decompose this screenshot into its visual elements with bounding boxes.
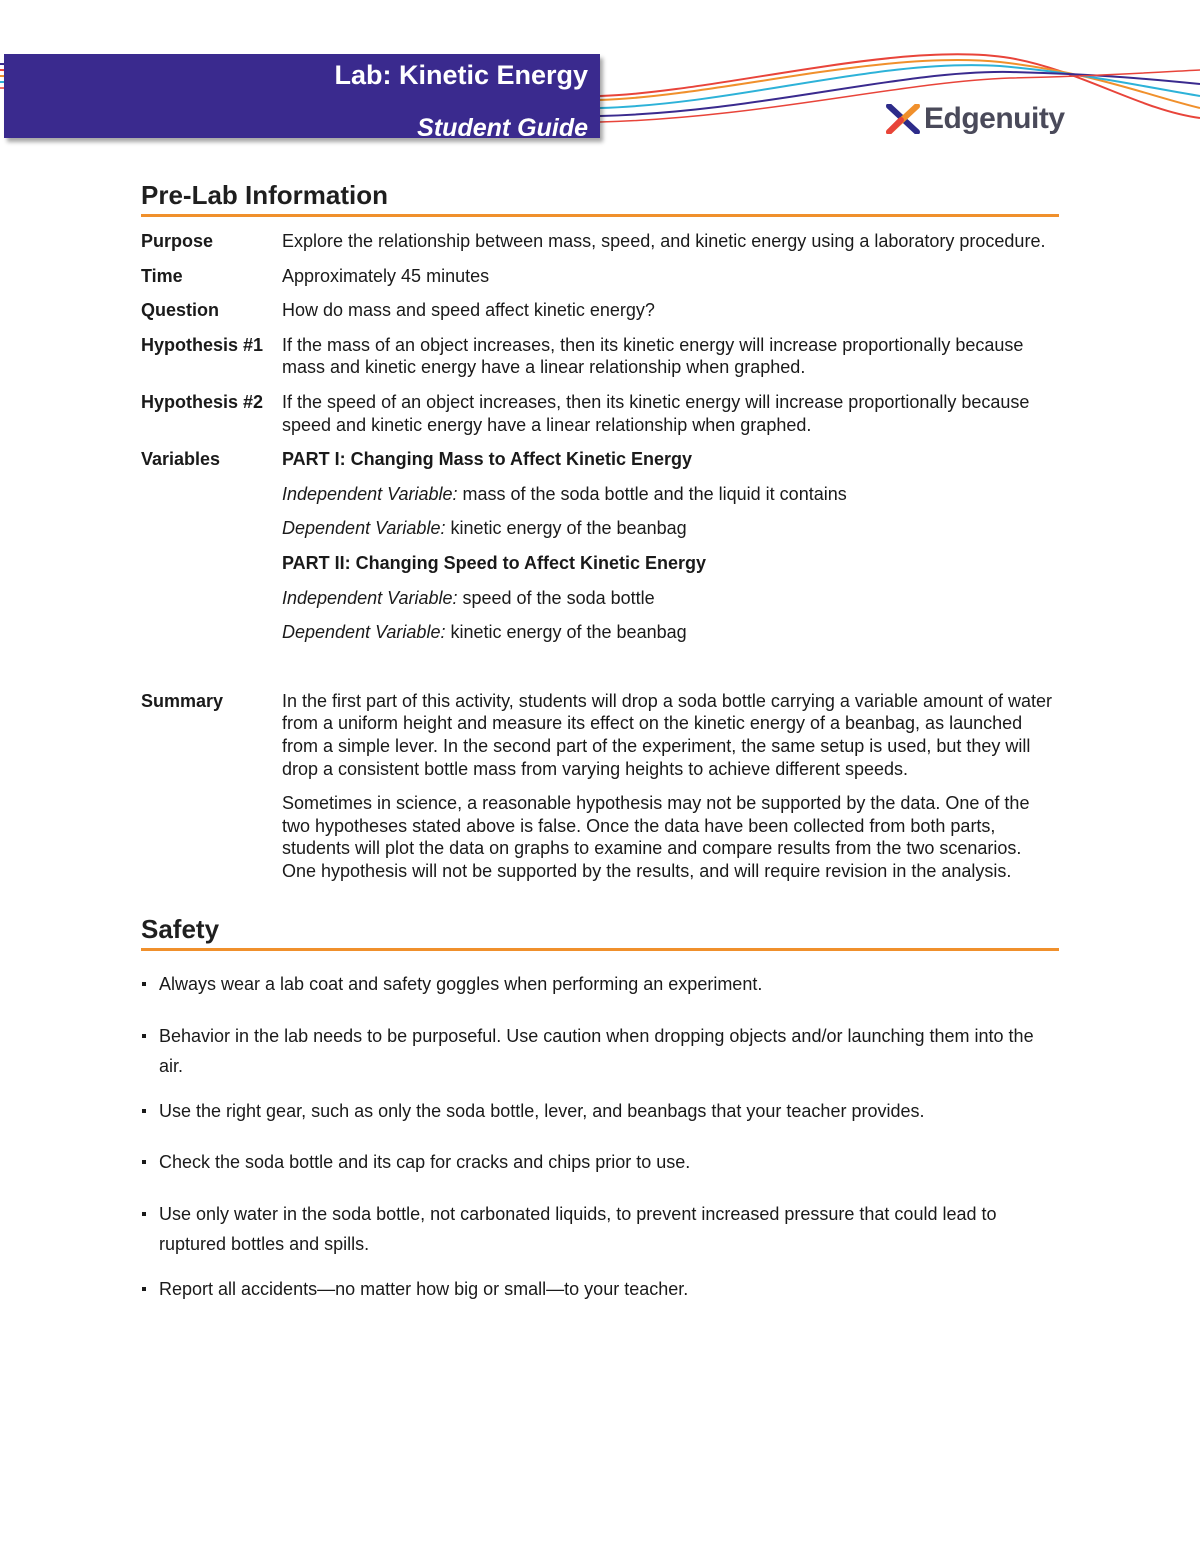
summary-paragraph-1: In the first part of this activity, students will drop a soda bottle carrying a variable amount of water from a uniform height and measure its effect on the kinetic energy of a beanbag, as launched from a simple lever. In the second part of the experiment, the same setup is used, but they will drop a consistent bottle mass from varying heights to achieve different speeds. [282, 690, 1053, 779]
time-row [141, 265, 1059, 288]
question-text: How do mass and speed affect kinetic energy? [282, 300, 655, 321]
independent-variable-label: Independent Variable: [282, 587, 458, 608]
summary-label: Summary [141, 690, 224, 711]
part2-independent [282, 587, 1059, 610]
summary-row [141, 690, 1059, 883]
part1-dependent [282, 517, 1059, 540]
hypothesis1-label: Hypothesis #1 [141, 334, 264, 355]
dependent-variable-label: Dependent Variable: [282, 622, 446, 643]
prelab-info-table [141, 230, 1059, 882]
brand-name: Edgenuity [924, 102, 1065, 135]
purpose-label: Purpose [141, 231, 214, 251]
part1-independent [282, 483, 1059, 506]
safety-heading: Safety [141, 914, 1059, 951]
list-item: Behavior in the lab needs to be purposeful. Use caution when dropping objects and/or launching them into the air. [141, 1021, 1059, 1081]
spacer [141, 656, 1059, 690]
time-label: Time [141, 265, 183, 286]
list-item: Report all accidents—no matter how big or small—to your teacher. [141, 1274, 1059, 1304]
dependent-variable-text: kinetic energy of the beanbag [445, 622, 687, 643]
list-item: Use the right gear, such as only the soda bottle, lever, and beanbags that your teacher provides. [141, 1096, 1059, 1126]
independent-variable-label: Independent Variable: [282, 483, 458, 504]
document-title: Lab: Kinetic Energy [334, 60, 588, 90]
hypothesis2-row [141, 391, 1059, 436]
page-header [0, 0, 1200, 160]
purpose-text: Explore the relationship between mass, speed, and kinetic energy using a laboratory procedure. [282, 231, 1046, 251]
title-banner [4, 54, 600, 142]
document-subtitle: Student Guide [417, 114, 588, 142]
safety-section [141, 914, 1059, 1304]
list-item: Use only water in the soda bottle, not carbonated liquids, to prevent increased pressure that could lead to ruptured bottles and spills. [141, 1199, 1059, 1259]
variables-row [141, 448, 1059, 644]
list-item: Check the soda bottle and its cap for cracks and chips prior to use. [141, 1147, 1059, 1177]
purpose-row [141, 230, 1059, 253]
summary-content [282, 690, 1059, 883]
hypothesis2-text: If the speed of an object increases, then its kinetic energy will increase proportionally because speed and kinetic energy have a linear relationship when graphed. [282, 391, 1030, 435]
hypothesis1-text: If the mass of an object increases, then its kinetic energy will increase proportionally because mass and kinetic energy have a linear relationship when graphed. [282, 334, 1024, 378]
safety-list [141, 969, 1059, 1304]
part1-title: PART I: Changing Mass to Affect Kinetic Energy [282, 449, 693, 470]
prelab-heading: Pre-Lab Information [141, 180, 1059, 217]
question-label: Question [141, 300, 220, 321]
main-content [141, 180, 1059, 1304]
hypothesis2-label: Hypothesis #2 [141, 391, 264, 412]
dependent-variable-label: Dependent Variable: [282, 518, 446, 539]
variables-label: Variables [141, 449, 221, 470]
part2-dependent [282, 621, 1059, 644]
part2-title: PART II: Changing Speed to Affect Kinetic Energy [282, 552, 707, 573]
independent-variable-text: speed of the soda bottle [457, 587, 655, 608]
summary-paragraph-2: Sometimes in science, a reasonable hypothesis may not be supported by the data. One of the two hypotheses stated above is false. Once the data have been collected from both parts, students will plot the data on graphs to examine and compare results from the two scenarios. One hypothesis will not be supported by the results, and will require revision in the analysis. [282, 793, 1030, 881]
dependent-variable-text: kinetic energy of the beanbag [445, 518, 687, 539]
hypothesis1-row [141, 334, 1059, 379]
independent-variable-text: mass of the soda bottle and the liquid it contains [457, 483, 847, 504]
variables-content [282, 448, 1059, 644]
time-text: Approximately 45 minutes [282, 265, 490, 286]
x-mark-icon [886, 104, 920, 134]
edgenuity-logo [886, 102, 1065, 136]
list-item: Always wear a lab coat and safety goggles when performing an experiment. [141, 969, 1059, 999]
question-row [141, 299, 1059, 322]
